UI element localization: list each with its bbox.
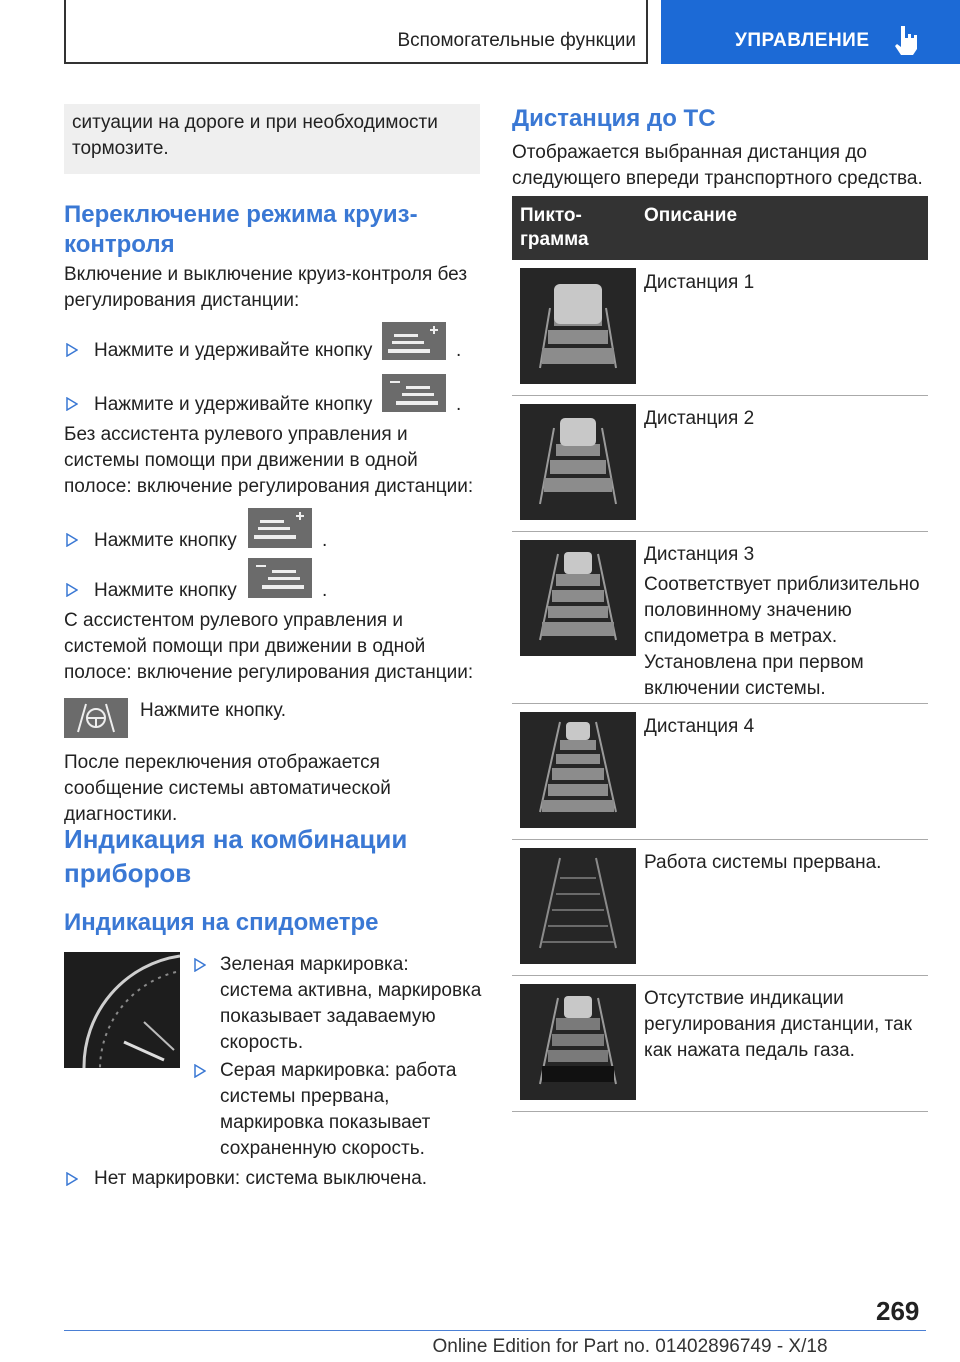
heading-instrument-cluster: Индикация на комбинации приборов: [64, 824, 408, 888]
heading-distance: Дистанция до ТС: [512, 105, 716, 132]
row-desc: Отсутствие индикации регулирования дистанции, так как нажата педаль газа.: [644, 988, 912, 1061]
accelerator-pressed-pictogram: [520, 984, 636, 1100]
paragraph-with-assist: С ассистентом рулевого управления и системой помощи при движении в одной полосе: включение регулирования дистанции:: [64, 610, 474, 683]
page-number: 269: [876, 1296, 920, 1326]
row-desc: Дистанция 1: [644, 272, 755, 293]
speedometer-image: [64, 952, 180, 1068]
tab-controls-label[interactable]: УПРАВЛЕНИЕ: [735, 30, 870, 51]
row-divider: [512, 975, 928, 976]
row-desc-extra: Соответствует приблизительно половинному значению спидометра в метрах. Установлена при первом включении системы.: [644, 574, 920, 699]
row-divider: [512, 839, 928, 840]
heading-speedometer: Индикация на спидометре: [64, 909, 379, 936]
bullet-triangle-icon: [194, 1064, 206, 1083]
bullet-triangle-icon: [194, 958, 206, 977]
speedo-bullet-none: Нет маркировки: система выключена.: [94, 1168, 428, 1189]
distance-increase-button-icon: [382, 322, 446, 360]
row-divider: [512, 703, 928, 704]
period: .: [456, 394, 462, 415]
column-description: Описание: [644, 205, 738, 226]
hand-pointer-icon: [892, 24, 922, 56]
speedo-bullet-green: Зеленая маркировка: система активна, маркировка показывает задаваемую скорость.: [220, 954, 482, 1053]
section-title: Вспомогательные функции: [397, 30, 636, 51]
bullet-text: Нажмите и удерживайте кнопку: [94, 340, 373, 361]
period: .: [322, 580, 328, 601]
row-desc: Дистанция 4: [644, 716, 755, 737]
footer-edition: Online Edition for Part no. 01402896749 - X/18: [432, 1336, 828, 1357]
speedo-bullet-grey: Серая маркировка: работа системы прервана, маркировка показывает сохраненную скорость.: [220, 1060, 457, 1159]
paragraph-no-assist: Без ассистента рулевого управления и системы помощи при движении в одной полосе: включение регулирования дистанции:: [64, 424, 474, 497]
row-desc: Работа системы прервана.: [644, 852, 882, 873]
note-text: ситуации на дороге и при необходимости тормозите.: [72, 112, 438, 159]
bullet-triangle-icon: [66, 583, 78, 602]
press-button-text: Нажмите кнопку.: [140, 700, 287, 721]
distance-3-pictogram: [520, 540, 636, 656]
paragraph-after-switch: После переключения отображается сообщение системы автоматической диагностики.: [64, 752, 391, 825]
distance-decrease-button-icon: [248, 558, 312, 598]
period: .: [456, 340, 462, 361]
distance-2-pictogram: [520, 404, 636, 520]
steering-assist-button-icon: [64, 698, 128, 738]
system-interrupted-pictogram: [520, 848, 636, 964]
row-divider: [512, 1111, 928, 1112]
distance-4-pictogram: [520, 712, 636, 828]
bullet-triangle-icon: [66, 533, 78, 552]
distance-increase-button-icon: [248, 508, 312, 548]
bullet-triangle-icon: [66, 397, 78, 416]
row-divider: [512, 531, 928, 532]
period: .: [322, 530, 328, 551]
row-desc: Дистанция 2: [644, 408, 755, 429]
bullet-text: Нажмите и удерживайте кнопку: [94, 394, 373, 415]
bullet-text: Нажмите кнопку: [94, 530, 237, 551]
bullet-triangle-icon: [66, 343, 78, 362]
paragraph-distance: Отображается выбранная дистанция до следующего впереди транспортного средства.: [512, 142, 923, 189]
paragraph-mode: Включение и выключение круиз-контроля без регулирования дистанции:: [64, 264, 468, 311]
distance-decrease-button-icon: [382, 374, 446, 412]
column-pictogram: Пикто-грамма: [520, 205, 589, 250]
footer-divider: [64, 1330, 926, 1331]
heading-mode-switch: Переключение режима круиз-контроля: [64, 201, 418, 258]
row-desc: Дистанция 3: [644, 544, 755, 565]
bullet-text: Нажмите кнопку: [94, 580, 237, 601]
distance-1-pictogram: [520, 268, 636, 384]
bullet-triangle-icon: [66, 1172, 78, 1191]
row-divider: [512, 395, 928, 396]
